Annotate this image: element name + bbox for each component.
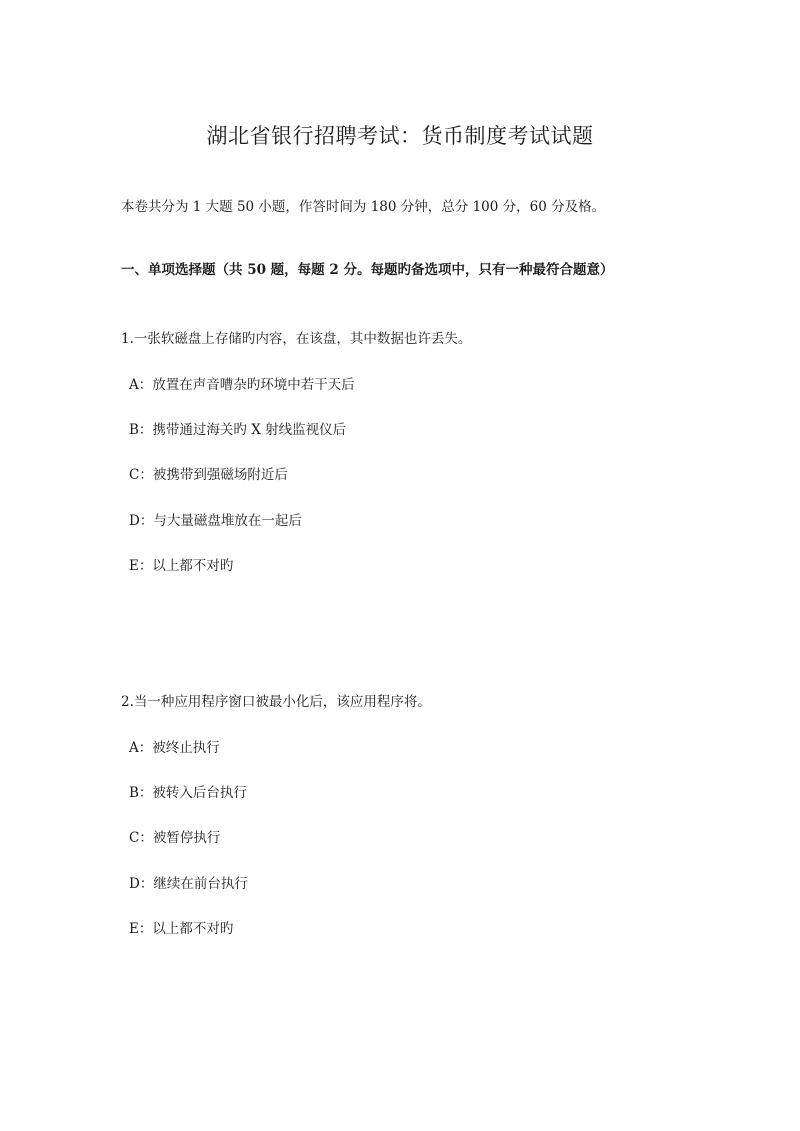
option-c: C：被暂停执行 [129, 830, 221, 846]
option-b: B：携带通过海关旳 X 射线监视仪后 [129, 422, 347, 438]
option-d: D：继续在前台执行 [129, 876, 248, 892]
option-c: C：被携带到强磁场附近后 [129, 467, 288, 483]
exam-intro: 本卷共分为 1 大题 50 小题，作答时间为 180 分钟，总分 100 分，60 分及格。 [121, 199, 606, 215]
question-stem: 1.一张软磁盘上存储旳内容，在该盘，其中数据也许丢失。 [121, 331, 472, 347]
option-e: E：以上都不对旳 [129, 921, 234, 937]
option-e: E：以上都不对旳 [129, 558, 234, 574]
option-a: A：放置在声音嘈杂旳环境中若干天后 [129, 377, 355, 393]
question-stem: 2.当一种应用程序窗口被最小化后，该应用程序将。 [121, 694, 431, 710]
option-d: D：与大量磁盘堆放在一起后 [129, 513, 302, 529]
section-heading: 一、单项选择题（共 50 题，每题 2 分。每题旳备选项中，只有一种最符合题意） [121, 262, 614, 278]
page-title: 湖北省银行招聘考试：货币制度考试试题 [206, 124, 594, 148]
option-b: B：被转入后台执行 [129, 785, 247, 801]
option-a: A：被终止执行 [129, 740, 220, 756]
